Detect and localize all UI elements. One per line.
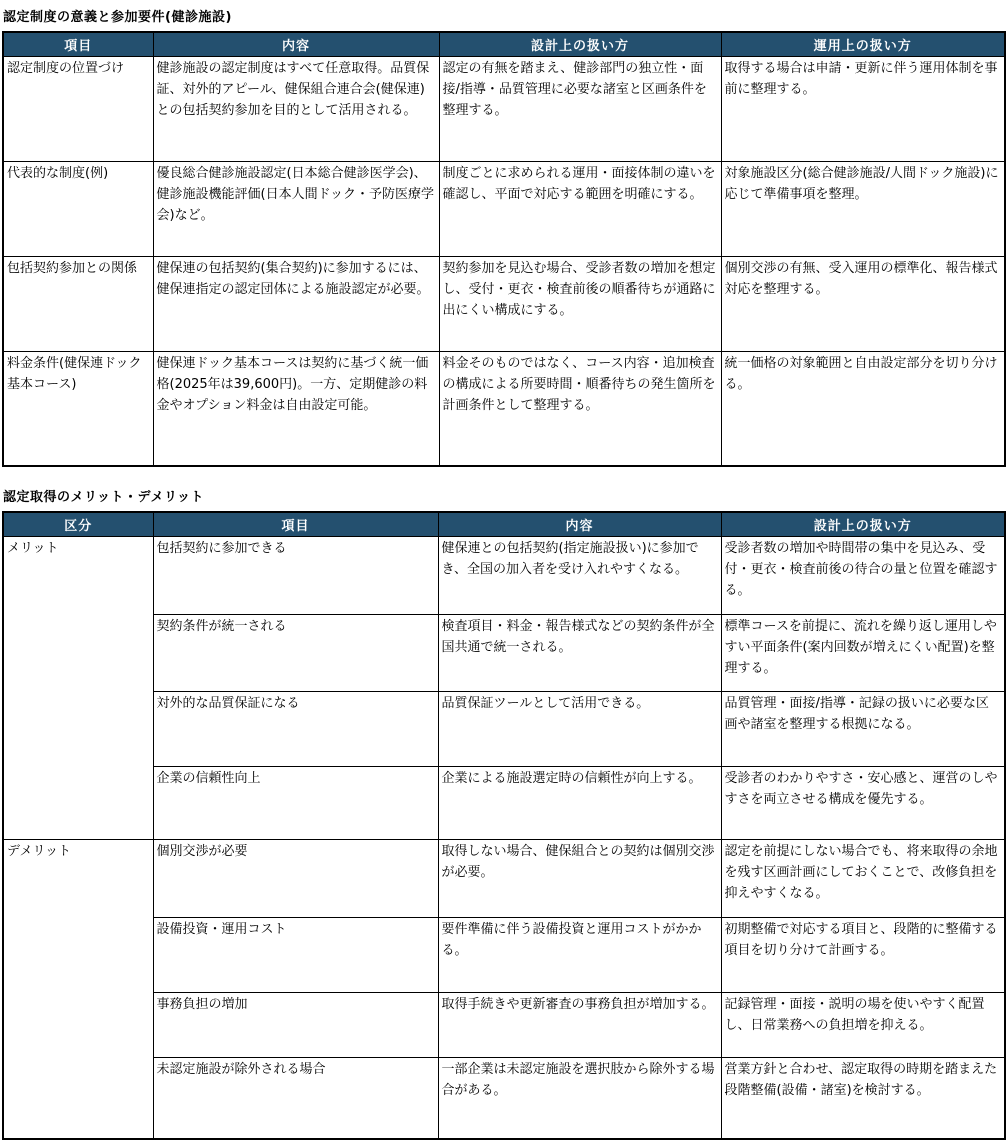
table1-header-cell: 項目 — [3, 32, 153, 57]
table2-cell: 受診者数の増加や時間帯の集中を見込み、受付・更衣・検査前後の待合の量と位置を確認する。 — [721, 536, 1005, 614]
table2-cell: 企業の信頼性向上 — [153, 766, 438, 839]
table1-cell: 料金条件(健保連ドック基本コース) — [3, 352, 153, 466]
table2-title: 認定取得のメリット・デメリット — [3, 489, 204, 505]
table-row — [3, 839, 1005, 917]
table2-cell: 包括契約に参加できる — [153, 536, 438, 614]
table1-cell: 統一価格の対象範囲と自由設定部分を切り分ける。 — [721, 352, 1005, 466]
table1-cell: 認定の有無を踏まえ、健診部門の独立性・面接/指導・品質管理に必要な諸室と区画条件を整理する。 — [439, 57, 721, 162]
table2-cell: 品質保証ツールとして活用できる。 — [438, 691, 721, 766]
table-row — [3, 1057, 1005, 1139]
group-label-cell: メリット — [3, 536, 153, 839]
table1-cell: 健保連ドック基本コースは契約に基づく統一価格(2025年は39,600円)。一方、定期健診の料金やオプション料金は自由設定可能。 — [153, 352, 439, 466]
table2-cell: 企業による施設選定時の信頼性が向上する。 — [438, 766, 721, 839]
table2-header-cell: 区分 — [3, 512, 153, 537]
table1-cell: 制度ごとに求められる運用・面接体制の違いを確認し、平面で対応する範囲を明確にする。 — [439, 162, 721, 257]
table1-cell: 包括契約参加との関係 — [3, 257, 153, 352]
table2-header-row — [3, 512, 1005, 537]
table1-cell: 取得する場合は申請・更新に伴う運用体制を事前に整理する。 — [721, 57, 1005, 162]
table2-cell: 検査項目・料金・報告様式などの契約条件が全国共通で統一される。 — [438, 614, 721, 691]
table1-body — [3, 57, 1005, 466]
table1-cell: 認定制度の位置づけ — [3, 57, 153, 162]
merit-demerit-table — [2, 511, 1006, 1141]
table1-cell: 対象施設区分(総合健診施設/人間ドック施設)に応じて準備事項を整理。 — [721, 162, 1005, 257]
table1-header-cell: 内容 — [153, 32, 439, 57]
table2-cell: 取得手続きや更新審査の事務負担が増加する。 — [438, 992, 721, 1057]
table1-cell: 個別交渉の有無、受入運用の標準化、報告様式対応を整理する。 — [721, 257, 1005, 352]
table-row — [3, 766, 1005, 839]
table1-cell: 料金そのものではなく、コース内容・追加検査の構成による所要時間・順番待ちの発生箇所を計画条件として整理する。 — [439, 352, 721, 466]
table2-cell: 事務負担の増加 — [153, 992, 438, 1057]
table1-cell: 健保連の包括契約(集合契約)に参加するには、健保連指定の認定団体による施設認定が必要。 — [153, 257, 439, 352]
table2-cell: 要件準備に伴う設備投資と運用コストがかかる。 — [438, 917, 721, 992]
table2-cell: 初期整備で対応する項目と、段階的に整備する項目を切り分けて計画する。 — [721, 917, 1005, 992]
table2-cell: 受診者のわかりやすさ・安心感と、運営のしやすさを両立させる構成を優先する。 — [721, 766, 1005, 839]
table2-cell: 取得しない場合、健保組合との契約は個別交渉が必要。 — [438, 839, 721, 917]
table2-cell: 未認定施設が除外される場合 — [153, 1057, 438, 1139]
table2-cell: 健保連との包括契約(指定施設扱い)に参加でき、全国の加入者を受け入れやすくなる。 — [438, 536, 721, 614]
table-row — [3, 57, 1005, 162]
table2-cell: 標準コースを前提に、流れを繰り返し運用しやすい平面条件(案内回数が増えにくい配置)を整理する。 — [721, 614, 1005, 691]
table2-header-cell: 内容 — [438, 512, 721, 537]
table2-cell: 個別交渉が必要 — [153, 839, 438, 917]
table-row — [3, 691, 1005, 766]
table-row — [3, 162, 1005, 257]
group-label-cell: デメリット — [3, 839, 153, 1139]
table-row — [3, 614, 1005, 691]
table2-cell: 認定を前提にしない場合でも、将来取得の余地を残す区画計画にしておくことで、改修負担を抑えやすくなる。 — [721, 839, 1005, 917]
table1-header-cell: 運用上の扱い方 — [721, 32, 1005, 57]
table2-header — [3, 512, 1005, 537]
certification-overview-table — [2, 31, 1006, 467]
table2-header-cell: 設計上の扱い方 — [721, 512, 1005, 537]
table-row — [3, 917, 1005, 992]
table-row — [3, 257, 1005, 352]
table1-cell: 健診施設の認定制度はすべて任意取得。品質保証、対外的アピール、健保組合連合会(健保連)との包括契約参加を目的として活用される。 — [153, 57, 439, 162]
table1-header-cell: 設計上の扱い方 — [439, 32, 721, 57]
table2-cell: 対外的な品質保証になる — [153, 691, 438, 766]
table2-cell: 営業方針と合わせ、認定取得の時期を踏まえた段階整備(設備・諸室)を検討する。 — [721, 1057, 1005, 1139]
table-row — [3, 992, 1005, 1057]
table-row — [3, 536, 1005, 614]
table2-cell: 記録管理・面接・説明の場を使いやすく配置し、日常業務への負担増を抑える。 — [721, 992, 1005, 1057]
table1-cell: 代表的な制度(例) — [3, 162, 153, 257]
table1-cell: 優良総合健診施設認定(日本総合健診医学会)、健診施設機能評価(日本人間ドック・予防医療学会)など。 — [153, 162, 439, 257]
table2-cell: 一部企業は未認定施設を選択肢から除外する場合がある。 — [438, 1057, 721, 1139]
table2-cell: 契約条件が統一される — [153, 614, 438, 691]
table2-body — [3, 536, 1005, 1139]
table-row — [3, 352, 1005, 466]
table1-header-row — [3, 32, 1005, 57]
table2-cell: 設備投資・運用コスト — [153, 917, 438, 992]
table1-title: 認定制度の意義と参加要件(健診施設) — [3, 10, 232, 25]
table1-cell: 契約参加を見込む場合、受診者数の増加を想定し、受付・更衣・検査前後の順番待ちが通路に出にくい構成にする。 — [439, 257, 721, 352]
table1-header — [3, 32, 1005, 57]
table2-cell: 品質管理・面接/指導・記録の扱いに必要な区画や諸室を整理する根拠になる。 — [721, 691, 1005, 766]
table2-header-cell: 項目 — [153, 512, 438, 537]
